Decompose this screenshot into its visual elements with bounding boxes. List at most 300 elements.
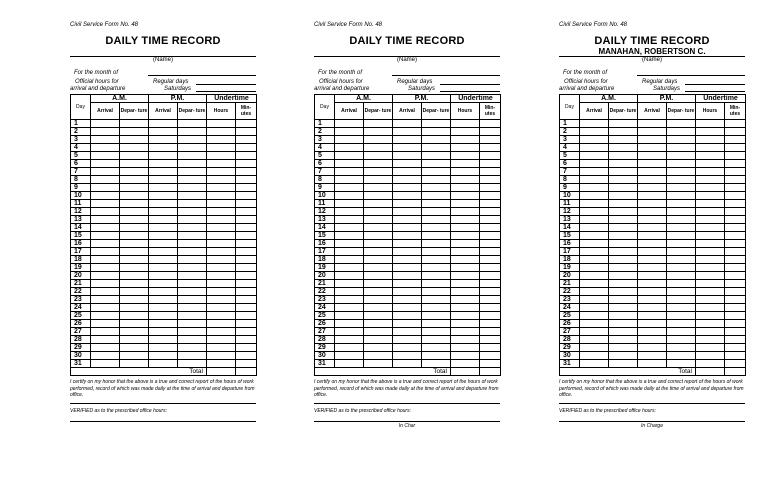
undertime-minutes-cell[interactable] — [725, 200, 746, 208]
undertime-minutes-cell[interactable] — [236, 240, 257, 248]
am-departure-cell[interactable] — [364, 320, 393, 328]
pm-arrival-cell[interactable] — [393, 120, 422, 128]
pm-arrival-cell[interactable] — [149, 176, 178, 184]
am-arrival-cell[interactable] — [91, 128, 120, 136]
am-arrival-cell[interactable] — [580, 168, 609, 176]
am-arrival-cell[interactable] — [91, 280, 120, 288]
undertime-minutes-cell[interactable] — [236, 160, 257, 168]
pm-departure-cell[interactable] — [178, 312, 207, 320]
undertime-hours-cell[interactable] — [696, 176, 725, 184]
pm-departure-cell[interactable] — [422, 176, 451, 184]
am-departure-cell[interactable] — [609, 344, 638, 352]
undertime-minutes-cell[interactable] — [480, 288, 501, 296]
am-departure-cell[interactable] — [120, 176, 149, 184]
am-arrival-cell[interactable] — [580, 128, 609, 136]
undertime-hours-cell[interactable] — [207, 320, 236, 328]
undertime-hours-cell[interactable] — [451, 152, 480, 160]
undertime-hours-cell[interactable] — [207, 128, 236, 136]
am-arrival-cell[interactable] — [335, 128, 364, 136]
pm-arrival-cell[interactable] — [393, 184, 422, 192]
am-departure-cell[interactable] — [364, 256, 393, 264]
undertime-minutes-cell[interactable] — [725, 192, 746, 200]
pm-arrival-cell[interactable] — [393, 136, 422, 144]
undertime-minutes-cell[interactable] — [480, 304, 501, 312]
undertime-minutes-cell[interactable] — [725, 144, 746, 152]
am-arrival-cell[interactable] — [91, 184, 120, 192]
am-departure-cell[interactable] — [609, 360, 638, 368]
am-departure-cell[interactable] — [364, 232, 393, 240]
pm-departure-cell[interactable] — [422, 360, 451, 368]
pm-departure-cell[interactable] — [178, 360, 207, 368]
pm-departure-cell[interactable] — [667, 152, 696, 160]
undertime-hours-cell[interactable] — [451, 320, 480, 328]
undertime-hours-cell[interactable] — [207, 312, 236, 320]
pm-departure-cell[interactable] — [178, 144, 207, 152]
am-departure-cell[interactable] — [609, 304, 638, 312]
undertime-hours-cell[interactable] — [451, 352, 480, 360]
am-departure-cell[interactable] — [364, 272, 393, 280]
undertime-hours-cell[interactable] — [696, 192, 725, 200]
undertime-minutes-cell[interactable] — [236, 200, 257, 208]
am-departure-cell[interactable] — [120, 336, 149, 344]
undertime-minutes-cell[interactable] — [480, 344, 501, 352]
undertime-minutes-cell[interactable] — [236, 360, 257, 368]
pm-departure-cell[interactable] — [178, 128, 207, 136]
undertime-minutes-cell[interactable] — [480, 360, 501, 368]
am-arrival-cell[interactable] — [580, 304, 609, 312]
am-arrival-cell[interactable] — [335, 264, 364, 272]
regular-days-field[interactable] — [685, 84, 745, 85]
am-arrival-cell[interactable] — [580, 184, 609, 192]
pm-departure-cell[interactable] — [667, 168, 696, 176]
am-arrival-cell[interactable] — [580, 232, 609, 240]
pm-arrival-cell[interactable] — [149, 344, 178, 352]
undertime-hours-cell[interactable] — [451, 312, 480, 320]
am-arrival-cell[interactable] — [335, 360, 364, 368]
am-departure-cell[interactable] — [364, 176, 393, 184]
saturdays-field[interactable] — [196, 91, 256, 92]
pm-arrival-cell[interactable] — [149, 128, 178, 136]
undertime-minutes-cell[interactable] — [480, 152, 501, 160]
am-departure-cell[interactable] — [364, 184, 393, 192]
undertime-hours-cell[interactable] — [207, 248, 236, 256]
pm-departure-cell[interactable] — [422, 216, 451, 224]
undertime-minutes-cell[interactable] — [480, 120, 501, 128]
pm-departure-cell[interactable] — [422, 304, 451, 312]
am-departure-cell[interactable] — [120, 240, 149, 248]
am-arrival-cell[interactable] — [91, 328, 120, 336]
am-departure-cell[interactable] — [609, 208, 638, 216]
pm-departure-cell[interactable] — [178, 136, 207, 144]
undertime-minutes-cell[interactable] — [725, 272, 746, 280]
undertime-hours-cell[interactable] — [207, 272, 236, 280]
undertime-minutes-cell[interactable] — [725, 256, 746, 264]
am-arrival-cell[interactable] — [91, 152, 120, 160]
pm-arrival-cell[interactable] — [393, 304, 422, 312]
undertime-hours-cell[interactable] — [451, 120, 480, 128]
am-departure-cell[interactable] — [364, 120, 393, 128]
pm-arrival-cell[interactable] — [149, 328, 178, 336]
am-departure-cell[interactable] — [609, 192, 638, 200]
am-departure-cell[interactable] — [120, 352, 149, 360]
pm-departure-cell[interactable] — [422, 192, 451, 200]
undertime-hours-cell[interactable] — [207, 176, 236, 184]
pm-departure-cell[interactable] — [667, 248, 696, 256]
pm-arrival-cell[interactable] — [393, 160, 422, 168]
pm-departure-cell[interactable] — [667, 200, 696, 208]
undertime-minutes-cell[interactable] — [236, 336, 257, 344]
am-arrival-cell[interactable] — [335, 216, 364, 224]
pm-departure-cell[interactable] — [178, 184, 207, 192]
pm-arrival-cell[interactable] — [149, 160, 178, 168]
pm-arrival-cell[interactable] — [638, 304, 667, 312]
pm-arrival-cell[interactable] — [149, 304, 178, 312]
am-arrival-cell[interactable] — [580, 296, 609, 304]
undertime-minutes-cell[interactable] — [236, 312, 257, 320]
am-arrival-cell[interactable] — [580, 200, 609, 208]
undertime-hours-cell[interactable] — [451, 296, 480, 304]
pm-departure-cell[interactable] — [667, 288, 696, 296]
pm-arrival-cell[interactable] — [638, 288, 667, 296]
am-arrival-cell[interactable] — [335, 208, 364, 216]
undertime-minutes-cell[interactable] — [236, 184, 257, 192]
pm-departure-cell[interactable] — [178, 344, 207, 352]
am-departure-cell[interactable] — [364, 280, 393, 288]
undertime-minutes-cell[interactable] — [725, 336, 746, 344]
pm-arrival-cell[interactable] — [638, 272, 667, 280]
undertime-hours-cell[interactable] — [451, 224, 480, 232]
undertime-minutes-cell[interactable] — [480, 168, 501, 176]
am-departure-cell[interactable] — [364, 224, 393, 232]
undertime-minutes-cell[interactable] — [236, 168, 257, 176]
saturdays-field[interactable] — [685, 91, 745, 92]
am-arrival-cell[interactable] — [580, 256, 609, 264]
undertime-hours-cell[interactable] — [696, 360, 725, 368]
am-arrival-cell[interactable] — [335, 192, 364, 200]
undertime-hours-cell[interactable] — [696, 256, 725, 264]
pm-departure-cell[interactable] — [422, 240, 451, 248]
am-arrival-cell[interactable] — [580, 216, 609, 224]
am-arrival-cell[interactable] — [91, 176, 120, 184]
pm-departure-cell[interactable] — [422, 152, 451, 160]
pm-arrival-cell[interactable] — [149, 264, 178, 272]
pm-arrival-cell[interactable] — [393, 176, 422, 184]
undertime-minutes-cell[interactable] — [236, 280, 257, 288]
am-departure-cell[interactable] — [120, 224, 149, 232]
undertime-hours-cell[interactable] — [451, 304, 480, 312]
pm-departure-cell[interactable] — [422, 144, 451, 152]
pm-departure-cell[interactable] — [422, 232, 451, 240]
am-arrival-cell[interactable] — [580, 280, 609, 288]
undertime-hours-cell[interactable] — [696, 288, 725, 296]
pm-arrival-cell[interactable] — [149, 296, 178, 304]
am-arrival-cell[interactable] — [335, 200, 364, 208]
undertime-hours-cell[interactable] — [696, 312, 725, 320]
pm-departure-cell[interactable] — [422, 320, 451, 328]
undertime-hours-cell[interactable] — [451, 176, 480, 184]
undertime-hours-cell[interactable] — [207, 296, 236, 304]
pm-departure-cell[interactable] — [667, 312, 696, 320]
undertime-minutes-cell[interactable] — [236, 144, 257, 152]
am-departure-cell[interactable] — [609, 256, 638, 264]
pm-departure-cell[interactable] — [667, 184, 696, 192]
undertime-hours-cell[interactable] — [207, 200, 236, 208]
am-arrival-cell[interactable] — [91, 304, 120, 312]
pm-arrival-cell[interactable] — [638, 280, 667, 288]
am-departure-cell[interactable] — [120, 120, 149, 128]
am-arrival-cell[interactable] — [91, 224, 120, 232]
undertime-hours-cell[interactable] — [696, 224, 725, 232]
undertime-minutes-cell[interactable] — [480, 248, 501, 256]
undertime-minutes-cell[interactable] — [236, 208, 257, 216]
pm-arrival-cell[interactable] — [393, 256, 422, 264]
undertime-minutes-cell[interactable] — [236, 272, 257, 280]
undertime-hours-cell[interactable] — [451, 328, 480, 336]
undertime-minutes-cell[interactable] — [725, 352, 746, 360]
pm-departure-cell[interactable] — [178, 280, 207, 288]
pm-departure-cell[interactable] — [667, 160, 696, 168]
pm-departure-cell[interactable] — [178, 272, 207, 280]
pm-arrival-cell[interactable] — [149, 360, 178, 368]
am-arrival-cell[interactable] — [580, 336, 609, 344]
am-arrival-cell[interactable] — [335, 152, 364, 160]
am-arrival-cell[interactable] — [335, 256, 364, 264]
pm-arrival-cell[interactable] — [638, 344, 667, 352]
undertime-hours-cell[interactable] — [207, 328, 236, 336]
undertime-minutes-cell[interactable] — [236, 304, 257, 312]
am-arrival-cell[interactable] — [91, 256, 120, 264]
am-arrival-cell[interactable] — [335, 168, 364, 176]
undertime-minutes-cell[interactable] — [236, 136, 257, 144]
pm-arrival-cell[interactable] — [393, 152, 422, 160]
am-departure-cell[interactable] — [364, 128, 393, 136]
pm-departure-cell[interactable] — [178, 216, 207, 224]
pm-arrival-cell[interactable] — [393, 328, 422, 336]
pm-arrival-cell[interactable] — [393, 224, 422, 232]
am-departure-cell[interactable] — [609, 320, 638, 328]
undertime-hours-cell[interactable] — [207, 360, 236, 368]
pm-arrival-cell[interactable] — [393, 320, 422, 328]
pm-departure-cell[interactable] — [667, 296, 696, 304]
undertime-hours-cell[interactable] — [696, 248, 725, 256]
pm-departure-cell[interactable] — [422, 120, 451, 128]
am-arrival-cell[interactable] — [91, 248, 120, 256]
am-departure-cell[interactable] — [364, 168, 393, 176]
am-departure-cell[interactable] — [120, 160, 149, 168]
am-departure-cell[interactable] — [364, 208, 393, 216]
pm-departure-cell[interactable] — [667, 352, 696, 360]
am-arrival-cell[interactable] — [335, 224, 364, 232]
undertime-minutes-cell[interactable] — [725, 176, 746, 184]
am-arrival-cell[interactable] — [335, 184, 364, 192]
am-arrival-cell[interactable] — [335, 176, 364, 184]
am-departure-cell[interactable] — [609, 152, 638, 160]
undertime-hours-cell[interactable] — [451, 136, 480, 144]
pm-arrival-cell[interactable] — [638, 264, 667, 272]
in-charge-signature-line[interactable] — [70, 421, 256, 422]
in-charge-signature-line[interactable] — [314, 421, 500, 422]
am-arrival-cell[interactable] — [91, 216, 120, 224]
pm-departure-cell[interactable] — [178, 288, 207, 296]
undertime-minutes-cell[interactable] — [725, 136, 746, 144]
undertime-hours-cell[interactable] — [451, 192, 480, 200]
pm-arrival-cell[interactable] — [393, 200, 422, 208]
pm-arrival-cell[interactable] — [393, 192, 422, 200]
am-departure-cell[interactable] — [364, 264, 393, 272]
am-arrival-cell[interactable] — [335, 272, 364, 280]
undertime-minutes-cell[interactable] — [480, 272, 501, 280]
am-arrival-cell[interactable] — [335, 240, 364, 248]
pm-departure-cell[interactable] — [667, 136, 696, 144]
pm-arrival-cell[interactable] — [638, 224, 667, 232]
pm-arrival-cell[interactable] — [149, 248, 178, 256]
pm-arrival-cell[interactable] — [393, 240, 422, 248]
am-departure-cell[interactable] — [609, 168, 638, 176]
am-arrival-cell[interactable] — [580, 192, 609, 200]
am-departure-cell[interactable] — [120, 192, 149, 200]
undertime-minutes-cell[interactable] — [725, 224, 746, 232]
undertime-minutes-cell[interactable] — [480, 176, 501, 184]
undertime-minutes-cell[interactable] — [480, 216, 501, 224]
undertime-minutes-cell[interactable] — [480, 192, 501, 200]
pm-departure-cell[interactable] — [422, 264, 451, 272]
pm-arrival-cell[interactable] — [393, 312, 422, 320]
pm-departure-cell[interactable] — [178, 336, 207, 344]
pm-departure-cell[interactable] — [178, 152, 207, 160]
am-departure-cell[interactable] — [609, 312, 638, 320]
pm-departure-cell[interactable] — [667, 208, 696, 216]
am-arrival-cell[interactable] — [91, 272, 120, 280]
am-departure-cell[interactable] — [120, 136, 149, 144]
pm-arrival-cell[interactable] — [638, 296, 667, 304]
pm-departure-cell[interactable] — [667, 224, 696, 232]
undertime-hours-cell[interactable] — [696, 352, 725, 360]
undertime-minutes-cell[interactable] — [480, 336, 501, 344]
pm-departure-cell[interactable] — [178, 256, 207, 264]
pm-departure-cell[interactable] — [422, 248, 451, 256]
am-arrival-cell[interactable] — [580, 264, 609, 272]
am-departure-cell[interactable] — [609, 328, 638, 336]
am-departure-cell[interactable] — [120, 248, 149, 256]
undertime-hours-cell[interactable] — [451, 128, 480, 136]
undertime-hours-cell[interactable] — [451, 216, 480, 224]
undertime-minutes-cell[interactable] — [480, 328, 501, 336]
am-departure-cell[interactable] — [120, 360, 149, 368]
pm-arrival-cell[interactable] — [149, 168, 178, 176]
am-departure-cell[interactable] — [364, 336, 393, 344]
undertime-minutes-cell[interactable] — [725, 240, 746, 248]
undertime-minutes-cell[interactable] — [480, 128, 501, 136]
am-arrival-cell[interactable] — [580, 312, 609, 320]
undertime-minutes-cell[interactable] — [725, 280, 746, 288]
undertime-minutes-cell[interactable] — [480, 200, 501, 208]
undertime-minutes-cell[interactable] — [480, 224, 501, 232]
am-departure-cell[interactable] — [364, 200, 393, 208]
am-departure-cell[interactable] — [609, 264, 638, 272]
am-departure-cell[interactable] — [120, 128, 149, 136]
am-arrival-cell[interactable] — [335, 144, 364, 152]
pm-arrival-cell[interactable] — [393, 344, 422, 352]
am-arrival-cell[interactable] — [91, 240, 120, 248]
month-field[interactable] — [392, 68, 500, 76]
month-field[interactable] — [637, 68, 745, 76]
undertime-minutes-cell[interactable] — [480, 256, 501, 264]
pm-departure-cell[interactable] — [422, 344, 451, 352]
am-departure-cell[interactable] — [609, 120, 638, 128]
am-arrival-cell[interactable] — [335, 232, 364, 240]
am-departure-cell[interactable] — [609, 160, 638, 168]
am-departure-cell[interactable] — [364, 328, 393, 336]
am-departure-cell[interactable] — [120, 216, 149, 224]
undertime-minutes-cell[interactable] — [725, 288, 746, 296]
am-departure-cell[interactable] — [609, 248, 638, 256]
am-arrival-cell[interactable] — [335, 304, 364, 312]
am-arrival-cell[interactable] — [91, 312, 120, 320]
am-arrival-cell[interactable] — [580, 224, 609, 232]
undertime-hours-cell[interactable] — [207, 224, 236, 232]
am-arrival-cell[interactable] — [335, 320, 364, 328]
pm-arrival-cell[interactable] — [149, 280, 178, 288]
undertime-minutes-cell[interactable] — [236, 176, 257, 184]
undertime-minutes-cell[interactable] — [725, 232, 746, 240]
pm-arrival-cell[interactable] — [149, 144, 178, 152]
am-departure-cell[interactable] — [609, 224, 638, 232]
pm-departure-cell[interactable] — [422, 160, 451, 168]
pm-departure-cell[interactable] — [422, 128, 451, 136]
undertime-hours-cell[interactable] — [696, 304, 725, 312]
am-departure-cell[interactable] — [120, 304, 149, 312]
am-arrival-cell[interactable] — [335, 344, 364, 352]
am-arrival-cell[interactable] — [91, 296, 120, 304]
pm-departure-cell[interactable] — [667, 128, 696, 136]
undertime-hours-cell[interactable] — [207, 136, 236, 144]
am-arrival-cell[interactable] — [335, 248, 364, 256]
am-arrival-cell[interactable] — [580, 352, 609, 360]
am-arrival-cell[interactable] — [91, 352, 120, 360]
pm-arrival-cell[interactable] — [638, 232, 667, 240]
pm-arrival-cell[interactable] — [638, 360, 667, 368]
undertime-minutes-cell[interactable] — [725, 328, 746, 336]
total-hours-cell[interactable] — [207, 368, 236, 376]
undertime-hours-cell[interactable] — [696, 120, 725, 128]
undertime-minutes-cell[interactable] — [725, 264, 746, 272]
undertime-minutes-cell[interactable] — [725, 296, 746, 304]
pm-departure-cell[interactable] — [178, 200, 207, 208]
pm-departure-cell[interactable] — [178, 304, 207, 312]
undertime-hours-cell[interactable] — [696, 280, 725, 288]
pm-departure-cell[interactable] — [178, 320, 207, 328]
undertime-hours-cell[interactable] — [207, 344, 236, 352]
undertime-minutes-cell[interactable] — [725, 128, 746, 136]
pm-arrival-cell[interactable] — [149, 320, 178, 328]
am-arrival-cell[interactable] — [91, 288, 120, 296]
total-minutes-cell[interactable] — [725, 368, 746, 376]
undertime-hours-cell[interactable] — [207, 240, 236, 248]
undertime-hours-cell[interactable] — [207, 256, 236, 264]
undertime-minutes-cell[interactable] — [236, 152, 257, 160]
pm-departure-cell[interactable] — [422, 224, 451, 232]
undertime-minutes-cell[interactable] — [480, 136, 501, 144]
undertime-minutes-cell[interactable] — [480, 184, 501, 192]
pm-departure-cell[interactable] — [422, 256, 451, 264]
pm-arrival-cell[interactable] — [393, 360, 422, 368]
undertime-minutes-cell[interactable] — [236, 232, 257, 240]
undertime-hours-cell[interactable] — [696, 152, 725, 160]
pm-departure-cell[interactable] — [422, 280, 451, 288]
am-departure-cell[interactable] — [364, 248, 393, 256]
undertime-minutes-cell[interactable] — [480, 320, 501, 328]
undertime-hours-cell[interactable] — [207, 288, 236, 296]
